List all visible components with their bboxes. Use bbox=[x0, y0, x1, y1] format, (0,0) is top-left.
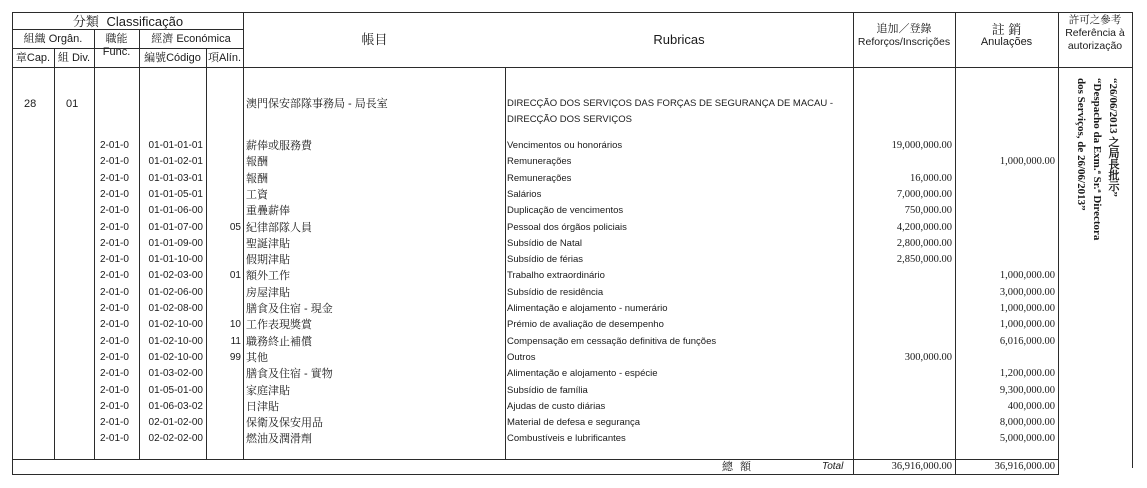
row-anulacao: 6,016,000.00 bbox=[999, 335, 1055, 347]
classification-pt: Classificação bbox=[106, 14, 184, 29]
row-item: 11 bbox=[230, 335, 241, 347]
col-sep-anulacao bbox=[1058, 12, 1059, 475]
row-economic-code: 02-02-02-00 bbox=[148, 433, 203, 445]
row-anulacao: 1,000,000.00 bbox=[999, 270, 1055, 282]
row-rubric-pt: Compensação em cessação definitiva de funções bbox=[507, 335, 717, 347]
row-rubric-pt: Remunerações bbox=[507, 172, 572, 184]
row-anulacao: 1,200,000.00 bbox=[999, 368, 1055, 380]
reinforcement-heading bbox=[853, 23, 955, 49]
row-economic-code: 01-02-06-00 bbox=[148, 286, 203, 298]
row-label-cn: 報酬 bbox=[246, 156, 268, 169]
row-rubric-pt: Combustíveis e lubrificantes bbox=[507, 433, 626, 445]
reference-note-line2: “Despacho da Exm.ª Sr.ª Directora bbox=[1091, 78, 1103, 241]
row-label-cn: 其他 bbox=[246, 351, 268, 364]
organic-cn: 組織 bbox=[23, 33, 46, 45]
row-rubric-pt: Subsídio de Natal bbox=[507, 237, 582, 249]
row-economic-code: 01-01-01-01 bbox=[148, 140, 203, 151]
row-reforco: 7,000,000.00 bbox=[896, 188, 952, 200]
reference-note-line3: dos Serviços, de 26/06/2013” bbox=[1075, 78, 1087, 211]
row-label-cn: 家庭津貼 bbox=[246, 384, 290, 397]
row-rubric-pt: Trabalho extraordinário bbox=[507, 270, 605, 282]
total-bottom-border bbox=[12, 474, 1059, 475]
row-economic-code: 01-02-10-00 bbox=[148, 351, 203, 363]
row-functional-code: 2-01-0 bbox=[100, 303, 129, 314]
row-anulacao: 1,000,000.00 bbox=[999, 156, 1055, 168]
row-functional-code: 2-01-0 bbox=[100, 237, 129, 249]
row-rubric-pt: Remunerações bbox=[507, 156, 572, 168]
row-reforco: 2,800,000.00 bbox=[896, 237, 952, 249]
col-sep-chapter bbox=[54, 48, 55, 459]
row-reforco: 16,000.00 bbox=[910, 172, 952, 184]
row-item: 01 bbox=[229, 270, 241, 282]
row-economic-code: 01-01-07-00 bbox=[148, 221, 203, 233]
item-cn: 項 bbox=[207, 52, 219, 64]
total-label-pt: Total bbox=[822, 461, 844, 472]
rubrics-heading: Rubricas bbox=[653, 32, 705, 47]
row-economic-code: 01-01-03-01 bbox=[148, 172, 203, 184]
row-rubric-pt: Material de defesa e segurança bbox=[507, 417, 641, 429]
reference-cn: 許可之參考 bbox=[1068, 14, 1122, 26]
economic-cn: 經濟 bbox=[151, 33, 174, 45]
reinforcement-cn: 追加／登錄 bbox=[876, 23, 932, 35]
annulment-cn: 註 銷 bbox=[991, 22, 1022, 37]
row-label-cn: 膳食及住宿 - 實物 bbox=[246, 368, 333, 381]
functional-cn: 職能 bbox=[105, 33, 128, 45]
entity-name-pt-line2: DIRECÇÃO DOS SERVIÇOS bbox=[507, 114, 632, 125]
row-rubric-pt: Pessoal dos órgãos policiais bbox=[507, 221, 627, 233]
col-sep-division bbox=[94, 29, 95, 459]
classification-cn: 分類 bbox=[72, 14, 99, 29]
item-heading bbox=[206, 52, 243, 65]
total-anulacao: 36,916,000.00 bbox=[994, 461, 1055, 472]
header-rule-classification bbox=[12, 29, 244, 30]
total-reforco: 36,916,000.00 bbox=[891, 461, 952, 472]
functional-pt: Func. bbox=[102, 46, 131, 58]
code-pt: Código bbox=[166, 52, 201, 64]
col-sep-reforco bbox=[955, 12, 956, 475]
code-heading bbox=[139, 52, 206, 65]
reference-pt-line1: Referência à bbox=[1065, 27, 1125, 39]
row-rubric-pt: Subsídio de férias bbox=[507, 254, 584, 266]
row-rubric-pt: Vencimentos ou honorários bbox=[507, 140, 623, 151]
row-rubric-pt: Alimentação e alojamento - numerário bbox=[507, 303, 668, 314]
division-cn: 組 bbox=[57, 52, 69, 64]
row-rubric-pt: Ajudas de custo diárias bbox=[507, 400, 606, 412]
row-item: 05 bbox=[229, 221, 241, 233]
row-functional-code: 2-01-0 bbox=[100, 351, 129, 363]
row-economic-code: 01-01-05-01 bbox=[148, 188, 203, 200]
row-label-cn: 假期津貼 bbox=[246, 254, 290, 267]
row-label-cn: 額外工作 bbox=[246, 270, 290, 283]
row-anulacao: 400,000.00 bbox=[1007, 400, 1055, 412]
row-rubric-pt: Alimentação e alojamento - espécie bbox=[507, 368, 658, 380]
entity-name-cn: 澳門保安部隊事務局 - 局長室 bbox=[246, 98, 388, 110]
row-economic-code: 01-01-02-01 bbox=[148, 156, 203, 168]
row-functional-code: 2-01-0 bbox=[100, 286, 129, 298]
functional-heading bbox=[94, 33, 139, 59]
row-economic-code: 02-01-02-00 bbox=[148, 417, 203, 429]
row-rubric-pt: Prémio de avaliação de desempenho bbox=[507, 319, 664, 331]
row-label-cn: 重疊薪俸 bbox=[246, 205, 290, 218]
row-functional-code: 2-01-0 bbox=[100, 156, 129, 168]
total-top-border bbox=[12, 459, 1059, 460]
row-economic-code: 01-02-03-00 bbox=[148, 270, 203, 282]
entity-division: 01 bbox=[66, 98, 79, 110]
ledger-heading: 帳目 bbox=[361, 32, 388, 47]
row-rubric-pt: Outros bbox=[507, 351, 536, 363]
row-label-cn: 工資 bbox=[246, 188, 268, 201]
col-sep-functional bbox=[139, 29, 140, 459]
row-functional-code: 2-01-0 bbox=[100, 221, 129, 233]
row-reforco: 19,000,000.00 bbox=[891, 140, 952, 151]
economic-heading bbox=[139, 33, 243, 46]
chapter-pt: Cap. bbox=[26, 52, 51, 64]
row-item: 99 bbox=[229, 351, 241, 363]
row-reforco: 2,850,000.00 bbox=[896, 254, 952, 266]
col-sep-item bbox=[243, 12, 244, 459]
col-sep-cn-pt bbox=[505, 67, 506, 459]
row-economic-code: 01-03-02-00 bbox=[148, 368, 203, 380]
row-economic-code: 01-02-10-00 bbox=[148, 319, 203, 331]
economic-pt: Económica bbox=[176, 33, 231, 45]
row-label-cn: 工作表現獎賞 bbox=[246, 319, 312, 332]
row-reforco: 750,000.00 bbox=[904, 205, 952, 217]
row-functional-code: 2-01-0 bbox=[100, 188, 129, 200]
row-item: 10 bbox=[229, 319, 241, 331]
row-functional-code: 2-01-0 bbox=[100, 172, 129, 184]
chapter-cn: 章 bbox=[15, 52, 27, 64]
annulment-pt: Anulações bbox=[980, 36, 1033, 48]
row-label-cn: 燃油及潤滑劑 bbox=[246, 433, 312, 446]
row-functional-code: 2-01-0 bbox=[100, 335, 129, 347]
item-pt: Alín. bbox=[218, 52, 241, 64]
row-reforco: 300,000.00 bbox=[904, 351, 952, 363]
row-economic-code: 01-05-01-00 bbox=[148, 384, 203, 396]
row-label-cn: 紀律部隊人員 bbox=[246, 221, 312, 234]
border-right bbox=[1132, 12, 1133, 468]
header-bottom-border bbox=[12, 67, 1132, 68]
row-functional-code: 2-01-0 bbox=[100, 254, 129, 266]
row-anulacao: 1,000,000.00 bbox=[999, 319, 1055, 331]
row-economic-code: 01-01-09-00 bbox=[148, 237, 203, 249]
row-reforco: 4,200,000.00 bbox=[896, 221, 952, 233]
reinforcement-pt: Reforços/Inscrições bbox=[857, 36, 951, 48]
row-economic-code: 01-02-08-00 bbox=[148, 303, 203, 314]
row-label-cn: 薪俸或服務費 bbox=[246, 140, 312, 152]
row-functional-code: 2-01-0 bbox=[100, 417, 129, 429]
row-label-cn: 職務終止補償 bbox=[246, 335, 312, 348]
row-functional-code: 2-01-0 bbox=[100, 270, 129, 282]
row-anulacao: 9,300,000.00 bbox=[999, 384, 1055, 396]
row-functional-code: 2-01-0 bbox=[100, 368, 129, 380]
row-anulacao: 3,000,000.00 bbox=[999, 286, 1055, 298]
row-label-cn: 房屋津貼 bbox=[246, 286, 290, 299]
row-anulacao: 5,000,000.00 bbox=[999, 433, 1055, 445]
row-label-cn: 聖誕津貼 bbox=[246, 237, 290, 250]
row-anulacao: 8,000,000.00 bbox=[999, 417, 1055, 429]
chapter-heading bbox=[12, 52, 54, 65]
annulment-heading bbox=[955, 23, 1058, 49]
row-label-cn: 膳食及住宿 - 現金 bbox=[246, 303, 333, 315]
row-rubric-pt: Duplicação de vencimentos bbox=[507, 205, 624, 217]
row-economic-code: 01-06-03-02 bbox=[148, 400, 203, 412]
row-functional-code: 2-01-0 bbox=[100, 140, 129, 151]
row-rubric-pt: Salários bbox=[507, 188, 542, 200]
entity-chapter: 28 bbox=[24, 98, 37, 110]
division-heading bbox=[54, 52, 94, 65]
entity-name-pt-line1: DIRECÇÃO DOS SERVIÇOS DAS FORÇAS DE SEGURANÇA DE MACAU - bbox=[507, 98, 834, 109]
organic-heading bbox=[12, 33, 94, 46]
reference-pt-line2: autorização bbox=[1067, 40, 1123, 52]
border-left bbox=[12, 12, 13, 475]
row-functional-code: 2-01-0 bbox=[100, 433, 129, 445]
row-functional-code: 2-01-0 bbox=[100, 400, 129, 412]
reference-heading bbox=[1058, 14, 1132, 53]
total-label-cn: 總 額 bbox=[722, 461, 754, 473]
classification-heading bbox=[12, 14, 244, 29]
row-functional-code: 2-01-0 bbox=[100, 384, 129, 396]
organic-pt: Orgân. bbox=[48, 33, 83, 45]
reference-note-line1: “26/06/2013 之局長批示” bbox=[1107, 78, 1119, 197]
row-label-cn: 保衛及保安用品 bbox=[246, 417, 323, 430]
row-economic-code: 01-01-06-00 bbox=[148, 205, 203, 217]
row-economic-code: 01-01-10-00 bbox=[148, 254, 203, 266]
table-top-border bbox=[12, 12, 1132, 13]
row-rubric-pt: Subsídio de residência bbox=[507, 286, 604, 298]
col-sep-rubrics bbox=[853, 12, 854, 475]
row-functional-code: 2-01-0 bbox=[100, 205, 129, 217]
row-anulacao: 1,000,000.00 bbox=[999, 303, 1055, 314]
row-economic-code: 01-02-10-00 bbox=[148, 335, 203, 347]
code-cn: 編號 bbox=[144, 52, 167, 64]
row-label-cn: 報酬 bbox=[246, 172, 268, 185]
row-label-cn: 日津貼 bbox=[246, 400, 279, 413]
row-rubric-pt: Subsídio de família bbox=[507, 384, 588, 396]
row-functional-code: 2-01-0 bbox=[100, 319, 129, 331]
col-sep-code bbox=[206, 48, 207, 459]
division-pt: Div. bbox=[71, 52, 91, 64]
